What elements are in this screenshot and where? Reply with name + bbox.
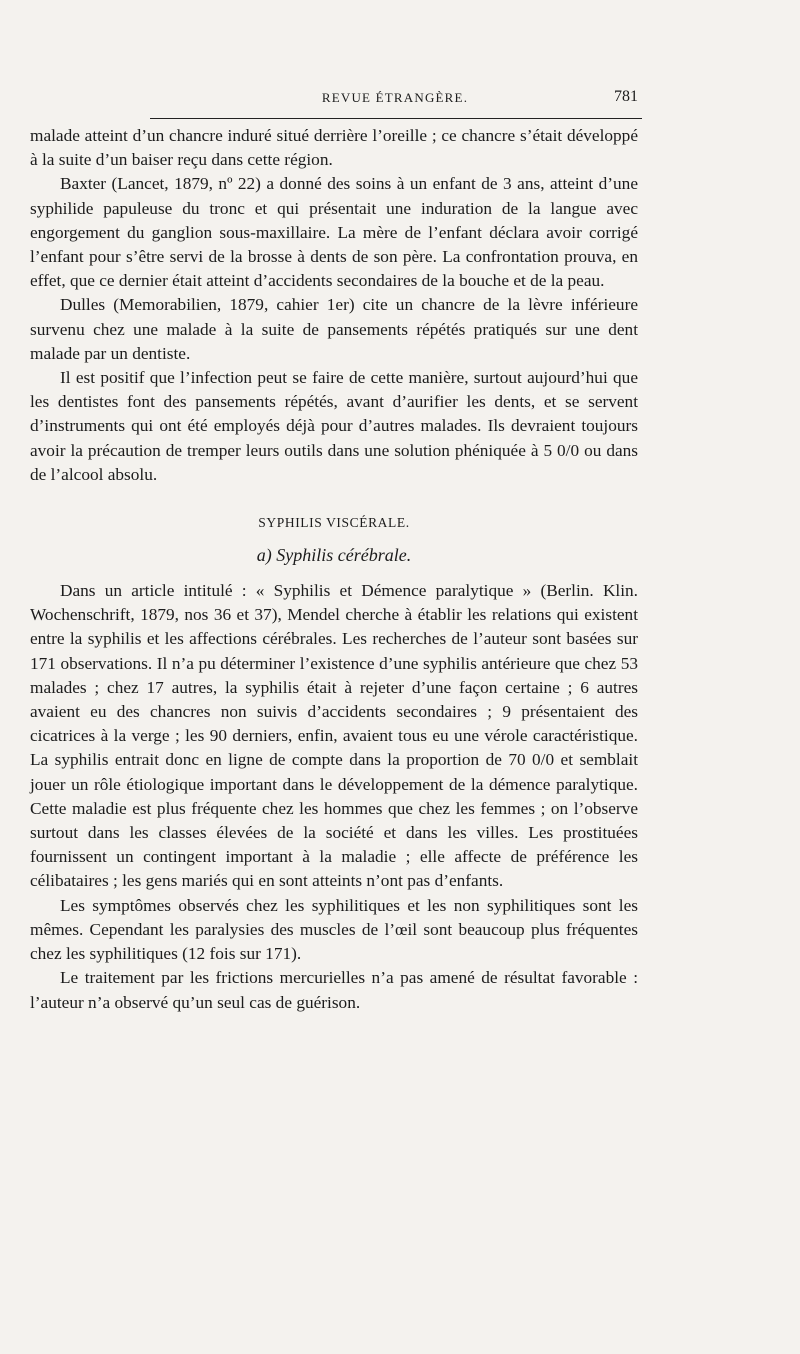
- running-title: REVUE ÉTRANGÈRE.: [321, 90, 469, 105]
- header-rule: [150, 118, 642, 119]
- body-text: [30, 124, 638, 1015]
- page-header: [152, 88, 638, 110]
- paragraph-treatment: Le traitement par les frictions mercurielles n’a pas amené de résultat favorable : l’auteur n’a observé qu’un seul cas de guérison.: [30, 968, 638, 1012]
- paragraph-baxter: Baxter (Lancet, 1879, nº 22) a donné des soins à un enfant de 3 ans, atteint d’une syphilide papuleuse du tronc et qui présentait une induration de la langue avec engorgement du ganglion sous-maxillaire. La mère de l’enfant déclara avoir corrigé l’enfant pour s’être servi de la brosse à dents de son père. La confrontation prouva, en effet, que ce dernier était atteint d’accidents secondaires de la bouche et de la peau.: [30, 174, 638, 291]
- page-number: 781: [614, 88, 638, 105]
- section-title: SYPHILIS VISCÉRALE.: [258, 515, 410, 531]
- paragraph-dentists: Il est positif que l’infection peut se faire de cette manière, surtout aujourd’hui que les dentistes font des pansements répétés, avant d’aurifier les dents, et se servent d’instruments qui ont été employés déjà pour d’autres malades. Ils devraient toujours avoir la précaution de tremper leurs outils dans une solution phéniquée à 5 0/0 ou dans de l’alcool absolu.: [30, 368, 638, 484]
- paragraph-symptoms: Les symptômes observés chez les syphilitiques et les non syphilitiques sont les mêmes. Cependant les paralysies des muscles de l’œil sont beaucoup plus fréquentes chez les syphilitiques (12 fois sur 171).: [30, 895, 638, 964]
- paragraph-mendel: Dans un article intitulé : « Syphilis et Démence paralytique » (Berlin. Klin. Wochenschrift, 1879, nos 36 et 37), Mendel cherche à établir les relations qui existent entre la syphilis et les affections cérébrales. Les recherches de l’auteur sont basées sur 171 observations. Il n’a pu déterminer l’existence d’une syphilis antérieure que chez 53 malades ; chez 17 autres, la syphilis était à rejeter d’une façon certaine ; 6 autres avaient eu des chancres non suivis d’accidents secondaires ; 9 présentaient des cicatrices à la verge ; les 90 derniers, enfin, avaient tous eu une vérole caractéristique. La syphilis entrait donc en ligne de compte dans la proportion de 70 0/0 et semblait jouer un rôle étiologique important dans le développement de la démence paralytique. Cette maladie est plus fréquente chez les hommes que chez les femmes ; on l’observe surtout dans les classes élevées de la société et dans les villes. Les prostituées fournissent un contingent important à la maladie ; elle affecte de préférence les célibataires ; les gens mariés qui en sont atteints n’ont pas d’enfants.: [30, 581, 638, 891]
- paragraph-dulles: Dulles (Memorabilien, 1879, cahier 1er) cite un chancre de la lèvre inférieure survenu chez une malade à la suite de pansements répétés pratiqués sur une dent malade par un dentiste.: [30, 295, 638, 363]
- paragraph-continuation: malade atteint d’un chancre induré situé derrière l’oreille ; ce chancre s’était développé à la suite d’un baiser reçu dans cette région.: [30, 126, 638, 170]
- subsection-title: a) Syphilis cérébrale.: [256, 545, 412, 566]
